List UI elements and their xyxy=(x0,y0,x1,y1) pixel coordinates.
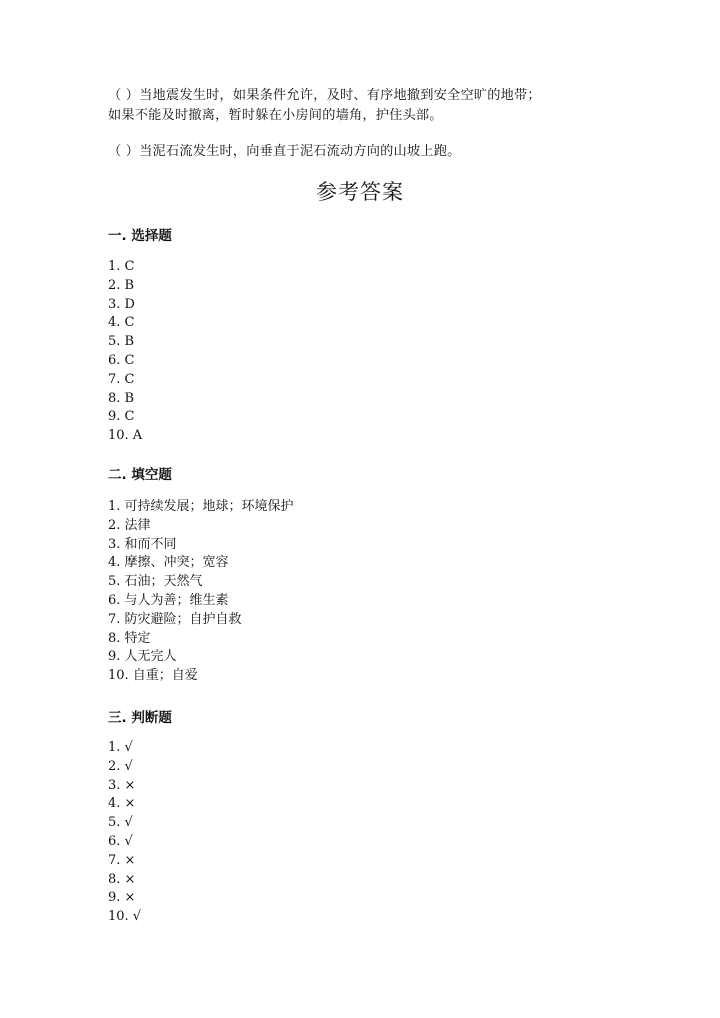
question-line: （ ）当地震发生时，如果条件允许，及时、有序地撤到安全空旷的地带； xyxy=(108,88,541,103)
list-item: 10. √ xyxy=(108,909,142,925)
list-item: 5. B xyxy=(108,334,135,350)
list-item: 8. × xyxy=(108,871,136,887)
list-item: 4. 摩擦、冲突；宽容 xyxy=(108,555,229,571)
list-item: 7. 防灾避险；自护自救 xyxy=(108,611,242,627)
list-item: 5. 石油；天然气 xyxy=(108,574,203,590)
list-item: 2. √ xyxy=(108,758,133,774)
list-item: 3. D xyxy=(108,296,135,312)
section-heading-judge: 三. 判断题 xyxy=(108,710,172,726)
list-item: 6. 与人为善；维生素 xyxy=(108,592,229,608)
question-earthquake xyxy=(108,86,618,126)
list-item: 7. C xyxy=(108,371,135,387)
list-item: 4. C xyxy=(108,315,135,331)
answer-list-judge xyxy=(108,739,141,927)
list-item: 9. C xyxy=(108,409,135,425)
list-item: 2. B xyxy=(108,277,135,293)
list-item: 10. 自重；自爱 xyxy=(108,668,198,684)
list-item: 4. × xyxy=(108,796,136,812)
list-item: 5. √ xyxy=(108,815,133,831)
list-item: 3. × xyxy=(108,777,136,793)
section-heading-choice: 一. 选择题 xyxy=(108,228,172,244)
list-item: 2. 法律 xyxy=(108,517,151,533)
list-item: 10. A xyxy=(108,428,143,444)
list-item: 9. 人无完人 xyxy=(108,649,177,665)
question-mudslide xyxy=(108,142,618,162)
list-item: 7. × xyxy=(108,852,136,868)
list-item: 8. B xyxy=(108,390,135,406)
list-item: 1. C xyxy=(108,259,135,274)
list-item: 1. √ xyxy=(108,740,133,755)
list-item: 3. 和而不同 xyxy=(108,536,177,552)
question-line: （ ）当泥石流发生时，向垂直于泥石流动方向的山坡上跑。 xyxy=(108,144,461,159)
answer-title: 参考答案 xyxy=(316,180,404,204)
section-heading-fill: 二. 填空题 xyxy=(108,467,172,483)
answer-list-fill xyxy=(108,498,294,686)
list-item: 6. C xyxy=(108,352,135,368)
answer-list-choice xyxy=(108,258,142,446)
question-line: 如果不能及时撤离，暂时躲在小房间的墙角，护住头部。 xyxy=(108,108,443,123)
list-item: 8. 特定 xyxy=(108,630,151,646)
list-item: 9. × xyxy=(108,890,136,906)
list-item: 6. √ xyxy=(108,833,133,849)
list-item: 1. 可持续发展；地球；环境保护 xyxy=(108,499,294,514)
